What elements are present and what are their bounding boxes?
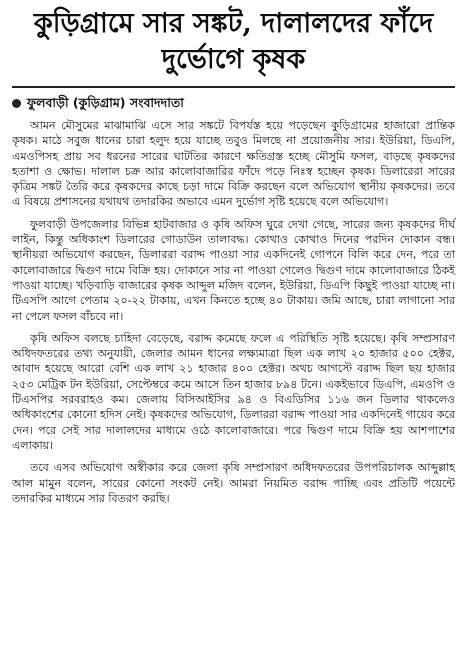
paragraph-2: ফুলবাড়ী উপজেলার বিভিন্ন হাটবাজার ও কৃষি অফিস ঘুরে দেখা গেছে, সারের জন্য কৃষকদের দীর্ঘ লাইন, কিন্তু অধিকাংশ ডিলারের গোডাউন তালাবদ্ধ। কোথাও কোথাও দিনের পরদিন দোকান বন্ধ। স্থানীয়রা অভিযোগ করছেন, ডিলাররা বরাদ্দ পাওয়া সার একদিনেই গোপনে বিলি করে দেন, পরে তা কালোবাজারে দ্বিগুণ দামে বিক্রি হয়। দোকানে সার না পাওয়া গেলেও দ্বিগুণ দামে কালোবাজারে ঠিকই পাওয়া যাচ্ছে। খড়িবাড়ি বাজারের কৃষক আব্দুল মজিদ বলেন, ইউরিয়া, ডিএপি কিছুই পাওয়া যাচ্ছে না। টিএসপি আগে পেতাম ২০-২২ টাকায়, এখন কিনতে হচ্ছে ৪০ টাকায়। জমি আছে, চারা লাগানো সার না পেলে ফসল বাঁচবে না। bbox=[12, 217, 455, 323]
paragraph-3: কৃষি অফিস বলছে চাহিদা বেড়েছে, বরাদ্দ কমেছে ফলে এ পরিস্থিতি সৃষ্টি হয়েছে। কৃষি সম্প্রসারণ অধিদফতরের তথ্য অনুযায়ী, জেলার আমন ধানের লক্ষ্যমাত্রা ছিল এক লাখ ২০ হাজার ৫০০ হেক্টর, আবাদ হয়েছে আরো বেশি এক লাখ ২১ হাজার ৪০০ হেক্টর। অথচ আগস্টে বরাদ্দ ছিল ছয় হাজার ২৫৩ মেট্রিক টন ইউরিয়া, সেপ্টেম্বরে কমে আসে তিন হাজার ৮৯৪ টনে। একইভাবে ডিএপি, এমওপি ও টিএসপির সরবরাহও কম। জেলায় বিসিআইসির ৯৪ ও বিএডিসির ১১৬ জন ডিলার থাকলেও অধিকাংশের কোনো হদিস নেই। কৃষকদের অভিযোগ, ডিলাররা বরাদ্দ পাওয়া সার একদিনেই গায়েব করে দেন। পরে সেই সার দালালদের মাধ্যমে ওঠে কালোবাজারে। পরে দ্বিগুণ দামে বিক্রি হয় আশপাশের এলাকায়। bbox=[12, 331, 455, 452]
bullet-icon bbox=[12, 99, 21, 108]
article-body bbox=[12, 118, 455, 506]
byline bbox=[12, 94, 455, 112]
byline-text: ফুলবাড়ী (কুড়িগ্রাম) সংবাদদাতা bbox=[27, 95, 184, 110]
paragraph-4: তবে এসব অভিযোগ অস্বীকার করে জেলা কৃষি সম্প্রসারণ অধিদফতরের উপপরিচালক আব্দুল্লাহ আল মামুন বলেন, সারের কোনো সংকট নেই। আমরা নিয়মিত বরাদ্দ পাচ্ছি এবং প্রতিটি পয়েন্টে তদারকির মাধ্যমে সার বিতরণ করছি। bbox=[12, 461, 455, 505]
headline-divider bbox=[12, 86, 455, 88]
headline: কুড়িগ্রামে সার সঙ্কট, দালালদের ফাঁদে দুর্ভোগে কৃষক bbox=[33, 8, 434, 75]
paragraph-1: আমন মৌসুমের মাঝামাঝি এসে সার সঙ্কটে বিপর্যস্ত হয়ে পড়েছেন কুড়িগ্রামের হাজারো প্রান্তিক কৃষক। মাঠে সবুজ ধানের চারা হলুদ হয়ে যাচ্ছে তবুও মিলছে না প্রয়োজনীয় সার। ইউরিয়া, ডিএপি, এমওপিসহ প্রায় সব ধরনের সারের ঘাটতির কারণে ক্ষতিগ্রস্ত হচ্ছে মৌসুমি ফসল, বাড়ছে কৃষকদের হতাশা ও ক্ষোভ। দালাল চক্র আর কালোবাজারির ফাঁদে পড়ে নিঃস্ব হচ্ছেন কৃষক। ডিলারেরা সারের কৃত্রিম সঙ্কট তৈরি করে কৃষকদের কাছে চড়া দামে বিক্রি করছেন বলে অভিযোগ স্থানীয় কৃষকদের। তবে এ বিষয়ে প্রশাসনের যথাযথ তদারকির অভাবে এমন দুর্ভোগ সৃষ্টি হয়েছে বলে অভিযোগ। bbox=[12, 119, 455, 209]
